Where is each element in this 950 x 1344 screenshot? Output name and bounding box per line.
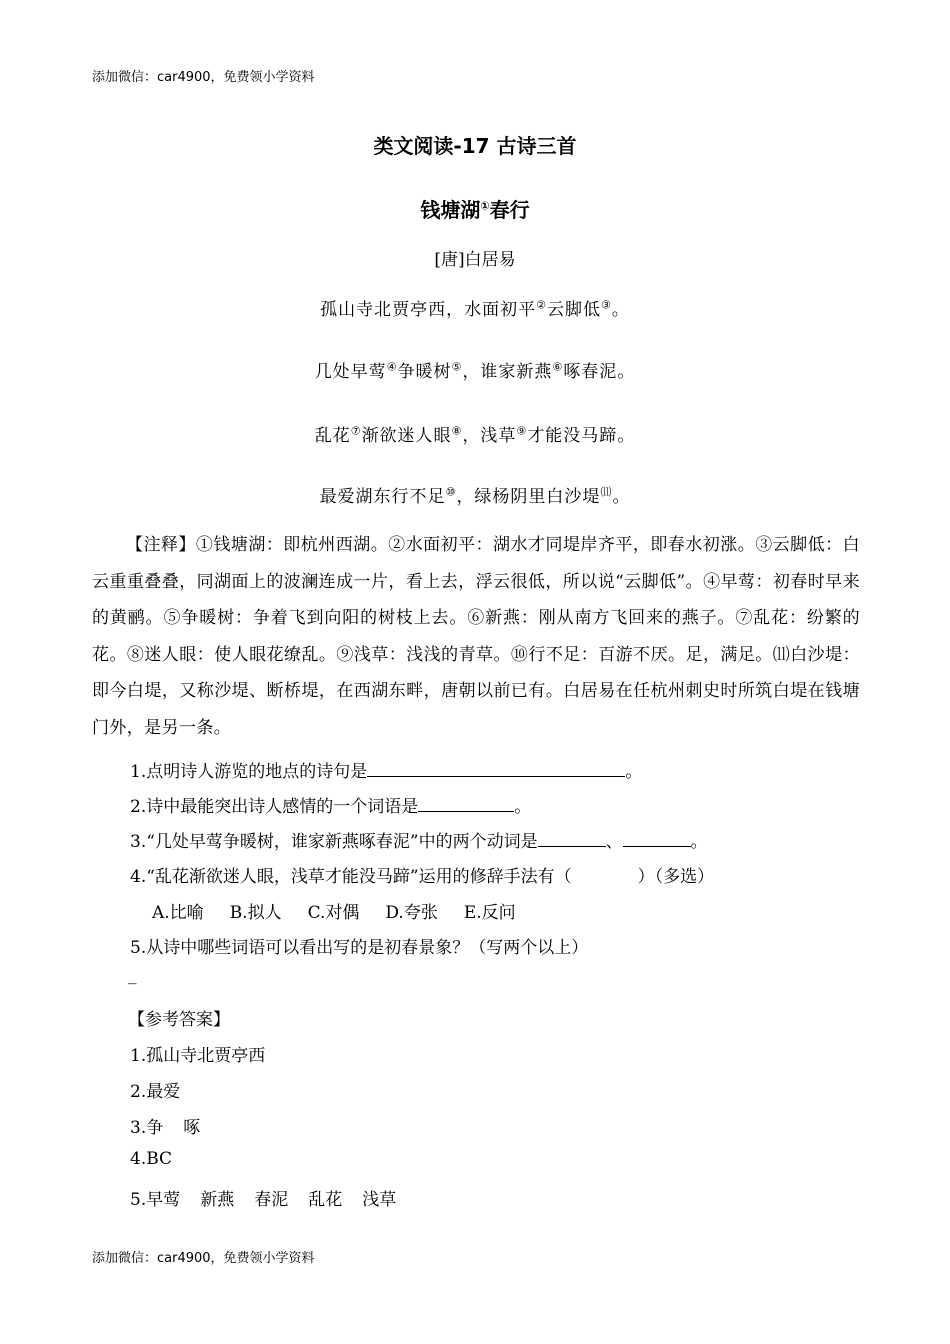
answer-blank[interactable] [538, 832, 606, 847]
footnote-mark: ⑩ [445, 485, 457, 499]
footnote-mark: ④ [386, 360, 398, 374]
answer-item: 3.争 [130, 1118, 164, 1138]
footnote-mark: ⑦ [350, 424, 362, 438]
answer-3 [130, 1113, 220, 1138]
question-5: 5.从诗中哪些词语可以看出写的是初春景象？（写两个以上） [130, 938, 589, 958]
poem-line-2 [0, 357, 950, 382]
answer-item: 春泥 [254, 1190, 289, 1210]
answer-item: 新燕 [200, 1190, 235, 1210]
header-note: 添加微信：car4900，免费领小学资料 [92, 70, 315, 85]
answer-item: 5.早莺 [130, 1190, 181, 1210]
footer-note: 添加微信：car4900，免费领小学资料 [92, 1251, 315, 1266]
poem-text: 最爱湖东行不足 [319, 487, 446, 507]
answer-blank[interactable] [418, 797, 514, 812]
option-a[interactable]: A.比喻 [152, 903, 204, 923]
poem-title [0, 194, 950, 223]
answer-2: 2.最爱 [130, 1082, 181, 1102]
question-4-options [152, 898, 542, 923]
question-text: ）（多选） [637, 867, 715, 887]
poem-text: 乱花 [314, 426, 351, 446]
footnote-mark: ⑨ [516, 424, 528, 438]
poem-title-main: 钱塘湖 [420, 198, 481, 222]
answer-item: 浅草 [362, 1190, 397, 1210]
poem-text: 云脚低 [547, 300, 601, 320]
poem-text: 孤山寺北贾亭西，水面初平 [320, 300, 537, 320]
poem-line-1 [0, 295, 950, 320]
option-c[interactable]: C.对偶 [307, 903, 360, 923]
question-2 [130, 792, 531, 817]
answer-line[interactable]: _ [128, 965, 137, 985]
answer-5 [130, 1185, 416, 1210]
option-e[interactable]: E.反问 [463, 903, 516, 923]
question-4 [130, 862, 714, 887]
footnote-mark: ⑥ [552, 360, 564, 374]
poem-text: 渐欲迷人眼 [361, 426, 452, 446]
poem-text: 。 [612, 487, 631, 507]
poem-line-3 [0, 421, 950, 446]
answer-blank[interactable] [367, 762, 625, 777]
footnote-mark: ② [536, 298, 547, 312]
annotation-paragraph: 【注释】①钱塘湖：即杭州西湖。②水面初平：湖水才同堤岸齐平，即春水初涨。③云脚低：白云重重叠叠，同湖面上的波澜连成一片，看上去，浮云很低，所以说“云脚低”。④早莺：初春时早来的黄鹂。⑤争暖树：争着飞到向阳的树枝上去。⑥新燕：刚从南方飞回来的燕子。⑦乱花：纷繁的花。⑧迷人眼：使人眼花缭乱。⑨浅草：浅浅的青草。⑩行不足：百游不厌。足，满足。⑾白沙堤：即今白堤，又称沙堤、断桥堤，在西湖东畔，唐朝以前已有。白居易在任杭州刺史时所筑白堤在钱塘门外，是另一条。 [92, 535, 860, 738]
poem-text: 。 [611, 300, 630, 320]
answer-item: 啄 [183, 1118, 201, 1138]
poem-text: 才能没马蹄。 [527, 426, 636, 446]
poem-text: ，浅草 [462, 426, 517, 446]
poem-title-end: 春行 [489, 198, 530, 222]
question-text: 3.“几处早莺争暖树，谁家新燕啄春泥”中的两个动词是 [130, 832, 538, 852]
question-text: 1.点明诗人游览的地点的诗句是 [130, 762, 368, 782]
answer-item: 乱花 [308, 1190, 343, 1210]
poem-text: ，绿杨阴里白沙堤 [456, 487, 601, 507]
poem-author: [唐]白居易 [434, 250, 516, 270]
question-text: 4.“乱花渐欲迷人眼，浅草才能没马蹄”运用的修辞手法有（ [130, 867, 572, 887]
poem-text: ，谁家新燕 [462, 362, 553, 382]
footnote-mark: ⑤ [451, 360, 463, 374]
answer-1: 1.孤山寺北贾亭西 [130, 1046, 266, 1066]
answer-4: 4.BC [130, 1149, 173, 1169]
answer-blank[interactable] [623, 832, 691, 847]
question-punct: 。 [690, 832, 708, 852]
poem-text: 几处早莺 [314, 362, 387, 382]
document-title: 类文阅读-17 古诗三首 [373, 134, 577, 158]
footnote-mark: ① [480, 199, 490, 213]
question-punct: 。 [514, 797, 532, 817]
poem-line-4 [0, 482, 950, 507]
footnote-mark: ⑾ [600, 485, 613, 499]
poem-text: 啄春泥。 [563, 362, 636, 382]
question-punct: 。 [625, 762, 643, 782]
question-1 [130, 757, 642, 782]
option-b[interactable]: B.拟人 [229, 903, 282, 923]
footnote-mark: ③ [601, 298, 612, 312]
answer-heading: 【参考答案】 [128, 1010, 230, 1030]
question-3 [130, 827, 708, 852]
question-text: 2.诗中最能突出诗人感情的一个词语是 [130, 797, 419, 817]
option-d[interactable]: D.夸张 [385, 903, 438, 923]
poem-text: 争暖树 [397, 362, 452, 382]
footnote-mark: ⑧ [451, 424, 463, 438]
question-punct: 、 [605, 832, 623, 852]
